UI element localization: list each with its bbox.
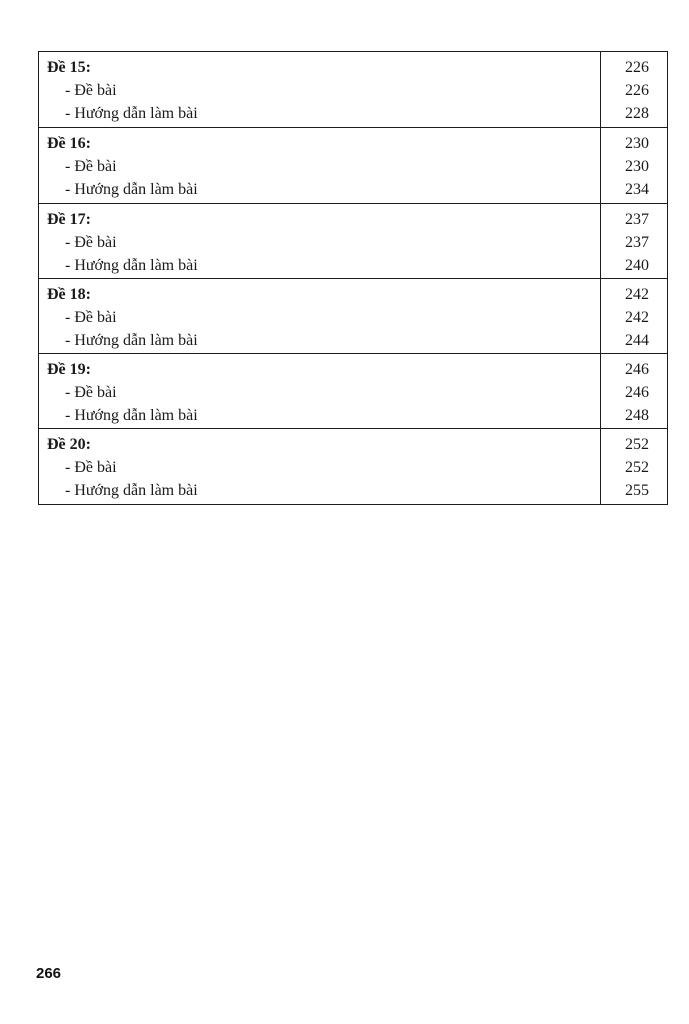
toc-section-heading: Đề 17:	[47, 210, 91, 228]
toc-page-number: 252	[625, 459, 649, 477]
toc-page-number: 246	[625, 384, 649, 402]
toc-page-number: 226	[625, 82, 649, 99]
toc-page-number: 240	[625, 256, 649, 274]
toc-titles-column	[39, 429, 601, 503]
toc-pages-column	[601, 279, 667, 353]
toc-titles-column	[39, 128, 601, 202]
toc-section-de-17	[39, 203, 667, 278]
toc-page-number: 242	[625, 308, 649, 326]
toc-page-number: 226	[625, 59, 649, 76]
toc-section-heading: Đề 20:	[47, 436, 91, 454]
toc-page-number: 237	[625, 210, 649, 228]
toc-page-number: 252	[625, 436, 649, 454]
toc-page-number: 242	[625, 285, 649, 303]
toc-section-de-19	[39, 353, 667, 428]
toc-entry-label: - Hướng dẫn làm bài	[65, 482, 198, 500]
toc-entry-label: - Đề bài	[65, 308, 117, 326]
toc-section-heading: Đề 15:	[47, 59, 91, 76]
toc-entry-label: - Đề bài	[65, 384, 117, 402]
toc-pages-column	[601, 429, 667, 503]
toc-titles-column	[39, 52, 601, 127]
toc-page-number: 228	[625, 105, 649, 122]
toc-titles-column	[39, 204, 601, 278]
toc-titles-column	[39, 279, 601, 353]
toc-section-de-18	[39, 278, 667, 353]
toc-section-de-20	[39, 428, 667, 503]
toc-entry-label: - Đề bài	[65, 82, 117, 99]
toc-entry-label: - Hướng dẫn làm bài	[65, 407, 198, 425]
toc-pages-column	[601, 128, 667, 202]
toc-entry-label: - Đề bài	[65, 158, 117, 176]
toc-entry-label: - Đề bài	[65, 459, 117, 477]
toc-pages-column	[601, 204, 667, 278]
toc-entry-label: - Hướng dẫn làm bài	[65, 105, 198, 122]
table-of-contents	[38, 51, 668, 505]
toc-entry-label: - Hướng dẫn làm bài	[65, 331, 198, 349]
toc-section-heading: Đề 18:	[47, 285, 91, 303]
toc-page-number: 246	[625, 361, 649, 379]
toc-section-de-16	[39, 127, 667, 202]
toc-entry-label: - Hướng dẫn làm bài	[65, 256, 198, 274]
toc-entry-label: - Hướng dẫn làm bài	[65, 181, 198, 199]
toc-pages-column	[601, 354, 667, 428]
toc-page-number: 248	[625, 407, 649, 425]
toc-page-number: 237	[625, 233, 649, 251]
toc-page-number: 244	[625, 331, 649, 349]
toc-page-number: 230	[625, 158, 649, 176]
toc-titles-column	[39, 354, 601, 428]
toc-entry-label: - Đề bài	[65, 233, 117, 251]
toc-pages-column	[601, 52, 667, 127]
toc-page-number: 234	[625, 181, 649, 199]
toc-section-de-15	[39, 52, 667, 127]
toc-section-heading: Đề 19:	[47, 361, 91, 379]
page-number: 266	[36, 965, 62, 982]
toc-section-heading: Đề 16:	[47, 135, 91, 153]
toc-page-number: 230	[625, 135, 649, 153]
toc-page-number: 255	[625, 482, 649, 500]
